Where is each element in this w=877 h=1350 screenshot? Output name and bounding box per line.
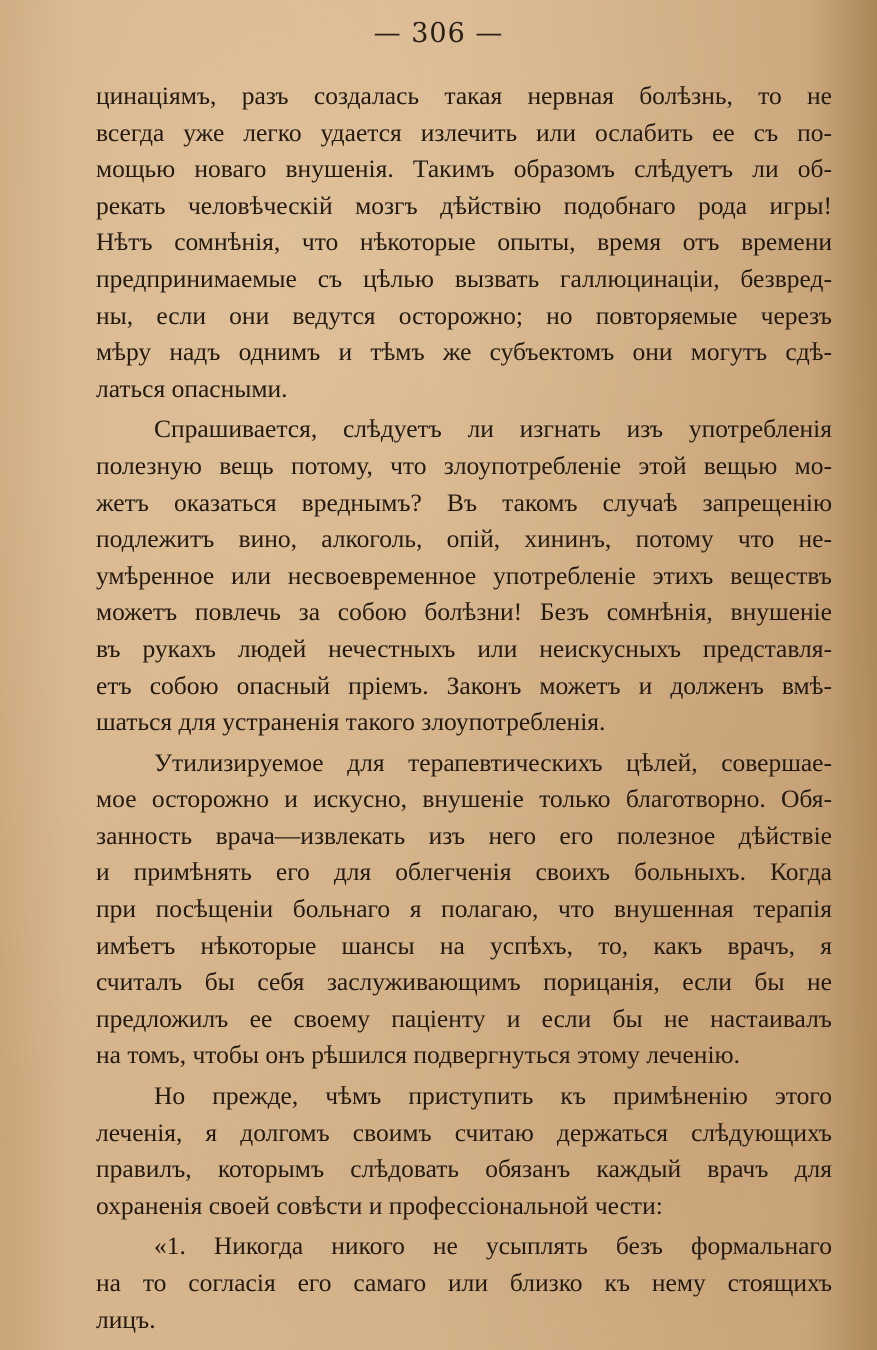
text-line: мое осторожно и искусно, внушеніе только благотворно. Обя- xyxy=(96,784,832,814)
text-line: рекать человѣческій мозгъ дѣйствію подобнаго рода игры! xyxy=(96,190,832,220)
text-line: мощью новаго внушенія. Такимъ образомъ слѣдуетъ ли об- xyxy=(96,154,832,184)
text-line: лицъ. xyxy=(96,1304,156,1334)
text-line: цинаціямъ, разъ создалась такая нервная болѣзнь, то не xyxy=(96,81,832,110)
text-line: правилъ, которымъ слѣдовать обязанъ каждый врачъ для xyxy=(96,1154,832,1184)
text-line: можетъ повлечь за собою болѣзни! Безъ сомнѣнія, внушеніе xyxy=(96,597,832,627)
paragraph-3 xyxy=(96,745,832,1074)
paragraph-4 xyxy=(96,1078,832,1224)
text-line: считалъ бы себя заслуживающимъ порицанія, если бы не xyxy=(96,967,832,997)
text-line: Нѣтъ сомнѣнія, что нѣкоторые опыты, время отъ времени xyxy=(96,227,832,257)
page-number: — 306 — xyxy=(373,18,504,49)
text-line: «1. Никогда никого не усыплять безъ формальнаго xyxy=(154,1231,832,1261)
body-text xyxy=(96,78,832,1338)
text-line: предпринимаемые съ цѣлью вызвать галлюцинаціи, безвред- xyxy=(96,263,832,293)
text-line: всегда уже легко удается излечить или ослабить ее съ по- xyxy=(96,117,832,147)
text-line: и примѣнять его для облегченія своихъ больныхъ. Когда xyxy=(96,857,832,887)
text-line: на томъ, чтобы онъ рѣшился подвергнуться этому леченію. xyxy=(96,1040,740,1070)
text-line: Но прежде, чѣмъ приступить къ примѣненію этого xyxy=(154,1081,832,1111)
text-line: латься опасными. xyxy=(96,373,288,403)
text-line: жетъ оказаться вреднымъ? Въ такомъ случаѣ запрещенію xyxy=(96,487,832,517)
text-line: предложилъ ее своему паціенту и если бы не настаивалъ xyxy=(96,1003,832,1033)
text-line: на то согласія его самаго или близко къ нему стоящихъ xyxy=(96,1268,832,1297)
text-line: мѣру надъ однимъ и тѣмъ же субъектомъ они могутъ сдѣ- xyxy=(96,337,832,367)
text-line: ны, если они ведутся осторожно; но повторяемые черезъ xyxy=(96,300,832,330)
text-line: етъ собою опасный пріемъ. Законъ можетъ и долженъ вмѣ- xyxy=(96,670,832,700)
text-line: Утилизируемое для терапевтическихъ цѣлей, совершае- xyxy=(154,747,832,777)
paragraph-2 xyxy=(96,411,832,740)
paragraph-5 xyxy=(96,1228,832,1338)
text-line: шаться для устраненія такого злоупотребленія. xyxy=(96,707,606,737)
text-line: леченія, я долгомъ своимъ считаю держаться слѣдующихъ xyxy=(96,1117,832,1147)
text-line: имѣетъ нѣкоторые шансы на успѣхъ, то, какъ врачъ, я xyxy=(96,930,832,960)
text-line: умѣренное или несвоевременное употребленіе этихъ веществъ xyxy=(96,560,832,590)
text-line: при посѣщеніи больнаго я полагаю, что внушенная терапія xyxy=(96,894,832,924)
text-line: занность врача—извлекать изъ него его полезное дѣйствіе xyxy=(96,820,832,850)
text-line: подлежитъ вино, алкоголь, опій, хининъ, потому что не- xyxy=(96,524,832,554)
text-line: полезную вещь потому, что злоупотребленіе этой вещью мо- xyxy=(96,450,832,480)
paragraph-1 xyxy=(96,78,832,407)
text-line: охраненія своей совѣсти и профессіональной чести: xyxy=(96,1190,663,1220)
text-line: Спрашивается, слѣдуетъ ли изгнать изъ употребленія xyxy=(154,414,832,444)
text-line: въ рукахъ людей нечестныхъ или неискусныхъ представля- xyxy=(96,633,832,663)
